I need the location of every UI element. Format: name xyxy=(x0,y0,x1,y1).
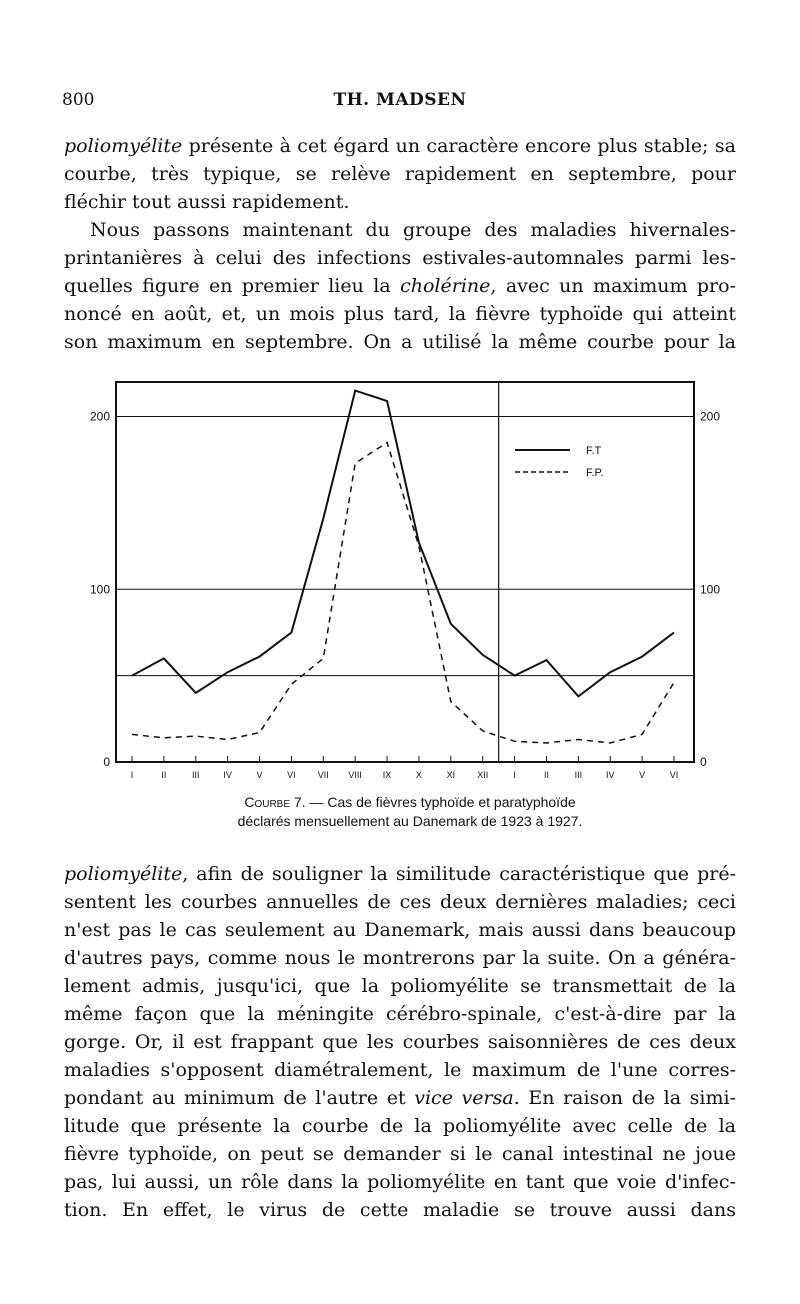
emphasis-term: vice versa xyxy=(414,1087,514,1109)
text-line: Nous passons maintenant du groupe des maladies hivernales- xyxy=(90,219,736,241)
text-line: d'autres pays, comme nous le montrerons par la suite. On a généra- xyxy=(64,947,736,969)
x-tick-label: I xyxy=(130,770,134,780)
caption-text: — Cas de fièvres typhoïde et paratyphoïde xyxy=(305,794,576,810)
text-span: quelles figure en premier lieu la xyxy=(64,275,401,297)
text-line: tion. En effet, le virus de cette maladie se trouve aussi dans xyxy=(64,1199,736,1221)
paragraph-2 xyxy=(64,216,736,356)
plot-frame xyxy=(116,382,694,762)
text-line xyxy=(64,272,736,300)
page-number: 800 xyxy=(62,90,95,110)
text-line: sentent les courbes annuelles de ces deux dernières maladies; ceci xyxy=(64,891,736,913)
x-tick-label: XI xyxy=(446,770,456,780)
x-tick-label: VI xyxy=(669,770,679,780)
text-line: pas, lui aussi, un rôle dans la poliomyélite en tant que voie d'infec- xyxy=(64,1171,736,1193)
text-line xyxy=(64,860,736,888)
y-tick-label-right: 0 xyxy=(700,755,707,769)
text-line: son maximum en septembre. On a utilisé la même courbe pour la xyxy=(64,331,736,353)
caption-label: Courbe 7. xyxy=(244,794,306,810)
text-line: maladies s'opposent diamétralement, le maximum de l'une corres- xyxy=(64,1059,736,1081)
text-line: n'est pas le cas seulement au Danemark, mais aussi dans beaucoup xyxy=(64,919,736,941)
text-line: lement admis, jusqu'ici, que la poliomyélite se transmettait de la xyxy=(64,975,736,997)
text-line: litude que présente la courbe de la poliomyélite avec celle de la xyxy=(64,1115,736,1137)
text-line xyxy=(64,132,736,160)
y-tick-label: 0 xyxy=(103,755,110,769)
text-span: , afin de souligner la similitude caractéristique que pré- xyxy=(182,863,736,885)
emphasis-term: poliomyélite xyxy=(64,135,183,157)
emphasis-term: cholérine xyxy=(400,275,491,297)
text-line: fléchir tout aussi rapidement. xyxy=(64,191,350,213)
figure-caption xyxy=(160,793,660,831)
x-tick-label: IV xyxy=(605,770,615,780)
y-tick-label-right: 100 xyxy=(700,582,721,597)
text-span: présente à cet égard un caractère encore plus stable; sa xyxy=(182,135,736,157)
legend-label: F.P. xyxy=(586,467,604,479)
emphasis-term: poliomyélite xyxy=(64,863,183,885)
page-header xyxy=(62,90,738,116)
x-tick-label: IV xyxy=(223,770,232,780)
text-line: gorge. Or, il est frappant que les courbes saisonnières de ces deux xyxy=(64,1031,736,1053)
x-tick-label: V xyxy=(256,770,263,780)
x-tick-label: VI xyxy=(287,770,296,780)
x-tick-label: VII xyxy=(317,770,329,780)
series-line-ft xyxy=(132,391,674,697)
line-chart xyxy=(60,372,740,792)
series-line-fp xyxy=(132,443,674,744)
y-tick-label-right: 200 xyxy=(700,409,721,424)
x-tick-label: III xyxy=(574,770,583,780)
text-span: pondant au minimum de l'autre et xyxy=(64,1087,415,1109)
x-tick-label: II xyxy=(161,770,167,780)
x-tick-label: VIII xyxy=(348,770,362,780)
text-span: . En raison de la simi- xyxy=(513,1087,736,1109)
paragraph-1 xyxy=(64,132,736,216)
y-tick-label: 200 xyxy=(89,409,110,424)
x-tick-label: IX xyxy=(382,770,392,780)
x-tick-label: III xyxy=(192,770,200,780)
x-tick-label: I xyxy=(513,770,516,780)
y-tick-label: 100 xyxy=(89,582,110,597)
x-tick-label: V xyxy=(639,770,646,780)
text-line: printanières à celui des infections estivales-automnales parmi les- xyxy=(64,247,736,269)
paragraph-3 xyxy=(64,860,736,1224)
text-span: , avec un maximum pro- xyxy=(490,275,736,297)
text-line: noncé en août, et, un mois plus tard, la fièvre typhoïde qui atteint xyxy=(64,303,736,325)
text-line xyxy=(64,1084,736,1112)
x-tick-label: II xyxy=(543,770,549,780)
running-head: TH. MADSEN xyxy=(333,90,467,110)
text-line: même façon que la méningite cérébro-spinale, c'est-à-dire par la xyxy=(64,1003,736,1025)
legend-label: F.T xyxy=(586,445,602,457)
x-tick-label: XII xyxy=(477,770,489,780)
text-line: fièvre typhoïde, on peut se demander si le canal intestinal ne joue xyxy=(64,1143,736,1165)
caption-line-2: déclarés mensuellement au Danemark de 1923 à 1927. xyxy=(237,813,583,829)
x-tick-label: X xyxy=(415,770,422,780)
chart-svg xyxy=(60,372,740,792)
text-line: courbe, très typique, se relève rapidement en septembre, pour xyxy=(64,163,736,185)
